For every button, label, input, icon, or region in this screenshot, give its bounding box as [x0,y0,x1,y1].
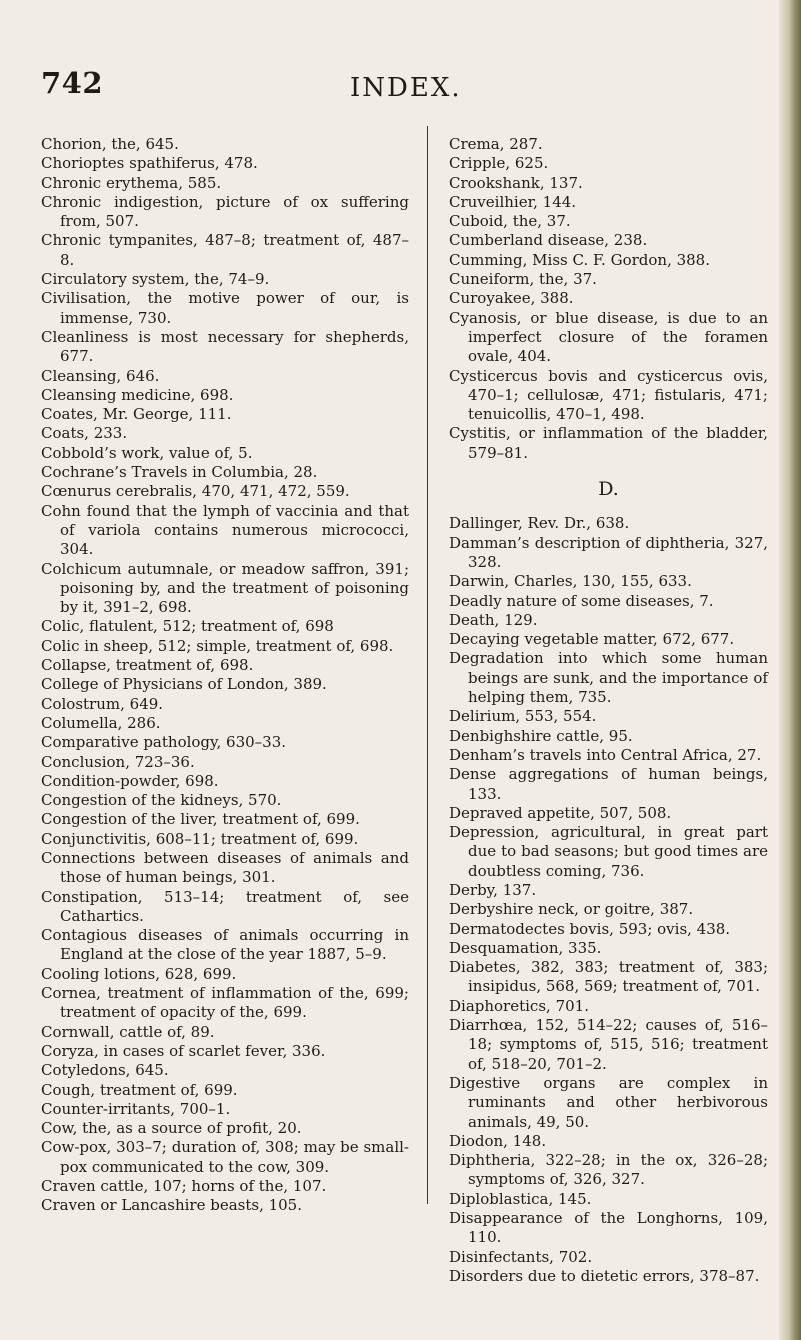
index-entry: Congestion of the liver, treatment of, 699. [41,810,360,829]
index-entry: Condition-powder, 698. [41,771,219,790]
index-entry: Contagious diseases of animals occurring in England at the close of the year 1887, 5–9. [41,926,409,964]
index-entry: Chorioptes spathiferus, 478. [41,154,258,173]
index-column-left [41,135,409,1216]
index-entry: Diphtheria, 322–28; in the ox, 326–28; symptoms of, 326, 327. [449,1151,768,1189]
index-entry: Diodon, 148. [449,1131,547,1150]
index-entry: Cleanliness is most necessary for shepherds, 677. [41,327,409,366]
index-entry: Cruveilhier, 144. [449,192,577,211]
index-entry: Disorders due to dietetic errors, 378–87. [449,1266,760,1285]
index-entry: Disappearance of the Longhorns, 109, 110. [449,1209,768,1247]
index-entry: Cow-pox, 303–7; duration of, 308; may be small-pox communicated to the cow, 309. [41,1138,409,1176]
index-entry: Coats, 233. [41,424,128,443]
column-divider [427,126,428,1204]
index-entry: Coryza, in cases of scarlet fever, 336. [41,1041,326,1060]
index-entry: Columella, 286. [41,713,161,732]
index-entry: Chronic erythema, 585. [41,173,222,192]
index-entry: Craven or Lancashire beasts, 105. [41,1196,302,1215]
index-entry: Colic, flatulent, 512; treatment of, 698 [41,617,334,636]
page-edge [779,0,801,1340]
index-entry: Digestive organs are complex in ruminants and other herbivorous animals, 49, 50. [449,1073,768,1131]
index-entry: Cumming, Miss C. F. Gordon, 388. [449,250,710,269]
index-entry: Cobbold’s work, value of, 5. [41,443,253,462]
index-entry: Coates, Mr. George, 111. [41,405,232,424]
index-entry: Denbighshire cattle, 95. [449,726,633,745]
index-entry: Depraved appetite, 507, 508. [449,803,672,822]
index-entry: Cochrane’s Travels in Columbia, 28. [41,463,318,482]
index-entry: Cleansing medicine, 698. [41,385,234,404]
index-entry: Chorion, the, 645. [41,135,179,153]
index-entry: Derby, 137. [449,880,537,899]
index-entry: Delirium, 553, 554. [449,707,597,726]
index-entry: Cornea, treatment of inflammation of the, 699; treatment of opacity of the, 699. [41,984,409,1022]
index-entry: Dallinger, Rev. Dr., 638. [449,514,630,533]
index-entry: Damman’s description of diphtheria, 327, 328. [449,533,768,571]
index-entry: Conjunctivitis, 608–11; treatment of, 699. [41,829,359,848]
index-entry: Colchicum autumnale, or meadow saffron, 391; poisoning by, and the treatment of poisoning by it, 391–2, 698. [41,559,409,617]
index-column-right [449,135,768,1286]
index-entry: Dermatodectes bovis, 593; ovis, 438. [449,919,731,938]
index-entry: Cuneiform, the, 37. [449,270,597,289]
index-entry: Conclusion, 723–36. [41,752,195,771]
index-entry: Cornwall, cattle of, 89. [41,1022,215,1041]
index-entry: Circulatory system, the, 74–9. [41,270,270,289]
index-entry: Diabetes, 382, 383; treatment of, 383; insipidus, 568, 569; treatment of, 701. [449,958,768,996]
index-entry: Disinfectants, 702. [449,1247,593,1266]
index-entry: Derbyshire neck, or goitre, 387. [449,900,694,919]
index-entry: Colostrum, 649. [41,694,164,713]
index-entry: Diploblastica, 145. [449,1189,592,1208]
index-entry: Cumberland disease, 238. [449,231,648,250]
index-entry: Chronic indigestion, picture of ox suffering from, 507. [41,192,409,231]
index-entry: Constipation, 513–14; treatment of, see Cathartics. [41,887,409,925]
index-entry: Dense aggregations of human beings, 133. [449,765,768,803]
index-entry: Cysticercus bovis and cysticercus ovis, 470–1; cellulosæ, 471; fistularis, 471; tenuicollis, 470–1, 498. [449,366,768,424]
index-entry: Deadly nature of some diseases, 7. [449,591,714,610]
page-title: INDEX. [350,73,462,103]
index-entry: Civilisation, the motive power of our, is immense, 730. [41,289,409,327]
index-entry: Collapse, treatment of, 698. [41,656,254,675]
index-entry: Cleansing, 646. [41,366,160,385]
index-entry: Curoyakee, 388. [449,289,574,308]
index-entry: Desquamation, 335. [449,938,602,957]
index-entry: Crookshank, 137. [449,173,583,192]
index-entry: Craven cattle, 107; horns of the, 107. [41,1177,327,1196]
index-entry: Depression, agricultural, in great part due to bad seasons; but good times are doubtless coming, 736. [449,823,768,880]
index-entry: Cooling lotions, 628, 699. [41,964,237,983]
index-entry: Cotyledons, 645. [41,1061,169,1080]
index-entry: Congestion of the kidneys, 570. [41,791,282,810]
index-entry: Connections between diseases of animals and those of human beings, 301. [41,848,409,887]
index-entry: Comparative pathology, 630–33. [41,733,287,752]
index-entry: Colic in sheep, 512; simple, treatment of, 698. [41,636,394,655]
index-entry: Death, 129. [449,610,538,629]
index-entry: Darwin, Charles, 130, 155, 633. [449,572,692,591]
index-entry: Cough, treatment of, 699. [41,1080,238,1099]
index-entry: Cow, the, as a source of profit, 20. [41,1119,302,1138]
index-entry: Cohn found that the lymph of vaccinia and that of variola contains numerous micrococci, 304. [41,501,409,559]
index-entry: Cuboid, the, 37. [449,212,571,231]
index-entry: Degradation into which some human beings are sunk, and the importance of helping them, 735. [449,649,768,707]
index-entry: Counter-irritants, 700–1. [41,1099,231,1118]
index-entry: Cystitis, or inflammation of the bladder, 579–81. [449,424,768,462]
index-entry: Crema, 287. [449,135,543,153]
index-entry: Diarrhœa, 152, 514–22; causes of, 516–18; symptoms of, 515, 516; treatment of, 518–20, 701–2. [449,1016,768,1073]
index-entry: Cœnurus cerebralis, 470, 471, 472, 559. [41,482,350,501]
index-entry: Denham’s travels into Central Africa, 27. [449,745,762,764]
page-number: 742 [41,66,104,100]
index-entry: College of Physicians of London, 389. [41,675,327,694]
index-entry: Decaying vegetable matter, 672, 677. [449,630,735,649]
index-entry: Cyanosis, or blue disease, is due to an imperfect closure of the foramen ovale, 404. [449,308,768,366]
index-entry: Cripple, 625. [449,154,549,173]
index-entry: Chronic tympanites, 487–8; treatment of, 487–8. [41,231,409,269]
index-entry: Diaphoretics, 701. [449,996,589,1015]
section-heading-d: D. [598,478,619,501]
